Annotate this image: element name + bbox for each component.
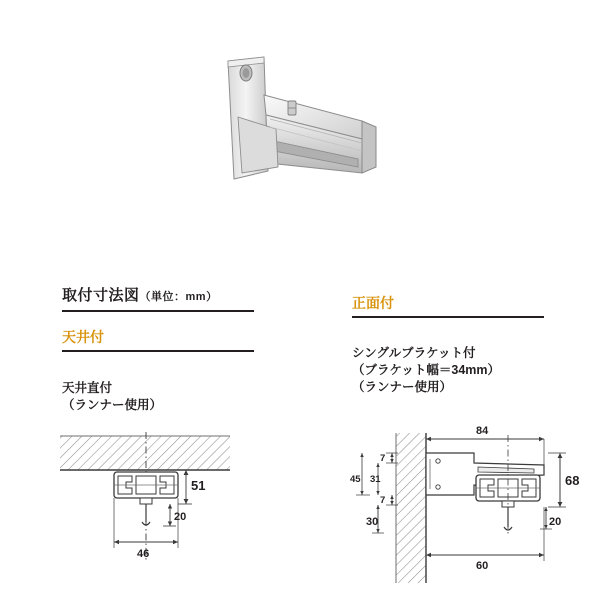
divider-front-mount [352, 316, 544, 318]
label-single-bracket-line2: （ブラケット幅＝34mm） [352, 363, 501, 377]
label-ceiling-direct-line1: 天井直付 [62, 381, 113, 395]
dim-right-84: 84 [476, 425, 489, 437]
dim-right-45: 45 [350, 474, 361, 485]
dim-right-31: 31 [370, 474, 381, 485]
page-title-unit: （単位：mm） [139, 291, 218, 303]
heading-ceiling-mount: 天井付 [62, 329, 104, 345]
dim-right-20: 20 [549, 516, 562, 528]
dim-right-68: 68 [565, 473, 580, 488]
bracket-illustration [190, 55, 410, 220]
page-title [62, 284, 218, 305]
dim-right-7-top: 7 [380, 453, 386, 464]
dim-right-7-bottom: 7 [380, 495, 386, 506]
dim-left-46: 46 [137, 548, 150, 560]
dim-right-30: 30 [366, 516, 379, 528]
label-ceiling-direct-line2: （ランナー使用） [62, 398, 163, 412]
dim-right-60: 60 [476, 560, 489, 572]
dim-left-20: 20 [174, 511, 187, 523]
heading-front-mount: 正面付 [352, 295, 394, 311]
label-single-bracket [352, 345, 500, 396]
dim-left-51: 51 [191, 478, 206, 493]
drawing-single-bracket [348, 415, 598, 590]
label-single-bracket-line1: シングルブラケット付 [352, 346, 476, 360]
title-divider [62, 310, 254, 312]
product-photo-area [0, 0, 600, 270]
drawing-ceiling-direct [58, 430, 288, 580]
label-ceiling-direct [62, 380, 162, 414]
label-single-bracket-line3: （ランナー使用） [352, 380, 453, 394]
divider-ceiling-mount [62, 350, 254, 352]
page-title-text: 取付寸法図 [62, 287, 140, 304]
